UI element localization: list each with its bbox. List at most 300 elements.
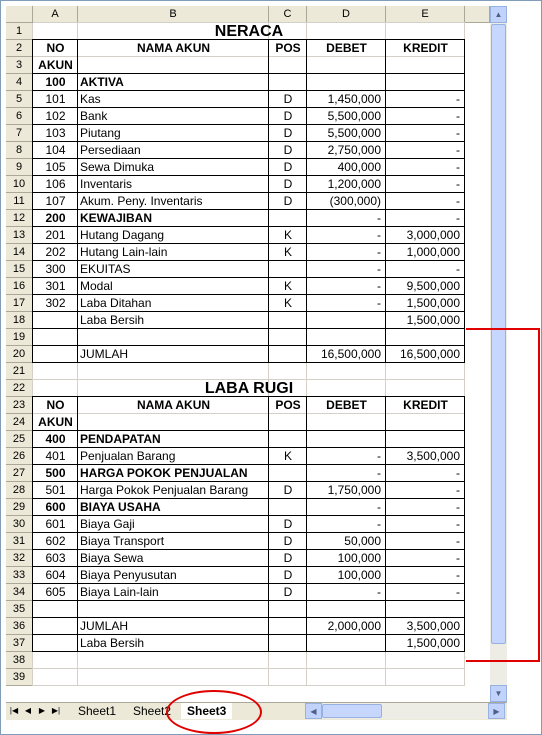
cell-nama-akun[interactable]: Harga Pokok Penjualan Barang xyxy=(80,483,249,497)
row-header-20[interactable]: 20 xyxy=(6,346,33,363)
cell-kredit[interactable]: - xyxy=(456,262,460,276)
cell-pos[interactable]: D xyxy=(283,143,293,157)
row-header-27[interactable]: 27 xyxy=(6,465,33,482)
cell-border xyxy=(268,311,307,329)
neraca-title[interactable]: NERACA xyxy=(214,23,284,40)
cell-border xyxy=(385,107,465,125)
cell-no[interactable]: 602 xyxy=(45,534,66,548)
cell-debet[interactable]: - xyxy=(377,449,381,463)
cell-border xyxy=(385,515,465,533)
cell-debet[interactable]: - xyxy=(377,279,381,293)
cell-pos[interactable]: K xyxy=(283,449,292,463)
cell-nama-akun[interactable]: Sewa Dimuka xyxy=(80,160,155,174)
header-akun[interactable]: AKUN xyxy=(38,58,73,72)
cell-nama-akun[interactable]: Biaya Transport xyxy=(80,534,165,548)
cell-debet[interactable]: - xyxy=(377,296,381,310)
cell-debet[interactable]: - xyxy=(377,228,381,242)
cell-no[interactable]: 604 xyxy=(45,568,66,582)
cell-debet[interactable]: 1,750,000 xyxy=(327,483,381,497)
cell-border xyxy=(268,141,307,159)
cell-border xyxy=(77,498,269,516)
cell-border xyxy=(77,90,269,108)
cell-border xyxy=(32,515,78,533)
row-header-39[interactable]: 39 xyxy=(6,669,33,686)
row-header-29[interactable]: 29 xyxy=(6,499,33,516)
cell-no[interactable]: 603 xyxy=(45,551,66,565)
header-no[interactable]: NO xyxy=(46,41,65,55)
row-header-36[interactable]: 36 xyxy=(6,618,33,635)
header-no[interactable]: NO xyxy=(46,398,65,412)
header-debet[interactable]: DEBET xyxy=(326,398,367,412)
cell-border xyxy=(77,226,269,244)
cell-border xyxy=(268,124,307,142)
cell-no[interactable]: 100 xyxy=(45,75,66,89)
row-header-18[interactable]: 18 xyxy=(6,312,33,329)
cell-nama-akun[interactable]: Biaya Gaji xyxy=(80,517,135,531)
cell-border xyxy=(77,260,269,278)
cell-kredit[interactable]: 1,500,000 xyxy=(406,296,460,310)
cell-border xyxy=(306,311,386,329)
cell-no[interactable]: 106 xyxy=(45,177,66,191)
scroll-left-icon[interactable]: ◀ xyxy=(305,703,322,719)
row-header-5[interactable]: 5 xyxy=(6,91,33,108)
cell-border xyxy=(32,549,78,567)
cell-border xyxy=(77,566,269,584)
row-header-9[interactable]: 9 xyxy=(6,159,33,176)
cell-border xyxy=(77,600,269,618)
cell-no[interactable]: 102 xyxy=(45,109,66,123)
cell-no[interactable]: 605 xyxy=(45,585,66,599)
cell-debet[interactable]: 100,000 xyxy=(337,551,381,565)
header-debet[interactable]: DEBET xyxy=(326,41,367,55)
cell-border xyxy=(77,328,269,346)
cell-nama-akun[interactable]: BIAYA USAHA xyxy=(80,500,161,514)
cell-border xyxy=(385,90,465,108)
cell-kredit[interactable]: 3,500,000 xyxy=(406,619,460,633)
cell-pos[interactable]: D xyxy=(283,534,293,548)
cell-border xyxy=(77,515,269,533)
cell-border xyxy=(77,481,269,499)
cell-debet[interactable]: 50,000 xyxy=(344,534,381,548)
cell-border xyxy=(385,583,465,601)
cell-kredit[interactable]: - xyxy=(456,92,460,106)
column-header-A[interactable]: A xyxy=(33,6,78,23)
cell-debet[interactable]: - xyxy=(377,245,381,259)
cell-border xyxy=(385,532,465,550)
header-border xyxy=(306,396,386,431)
cell-debet[interactable]: (300,000) xyxy=(329,194,381,208)
cell-nama-akun[interactable]: Modal xyxy=(80,279,113,293)
cell-pos[interactable]: D xyxy=(283,177,293,191)
cell-border xyxy=(77,311,269,329)
row-header-16[interactable]: 16 xyxy=(6,278,33,295)
cell-nama-akun[interactable]: Laba Bersih xyxy=(80,636,145,650)
horizontal-scroll-thumb[interactable] xyxy=(322,704,382,718)
cell-border xyxy=(268,481,307,499)
cell-kredit[interactable]: - xyxy=(456,126,460,140)
cell-border xyxy=(385,311,465,329)
cell-border xyxy=(268,532,307,550)
cell-border xyxy=(32,464,78,482)
cell-border xyxy=(268,328,307,346)
annotation-ellipse xyxy=(166,690,262,734)
cell-nama-akun[interactable]: PENDAPATAN xyxy=(80,432,161,446)
row-header-24[interactable]: 24 xyxy=(6,414,33,431)
cell-pos[interactable]: D xyxy=(283,551,293,565)
cell-pos[interactable]: D xyxy=(283,194,293,208)
labarugi-title[interactable]: LABA RUGI xyxy=(204,380,294,397)
row-header-35[interactable]: 35 xyxy=(6,601,33,618)
row-header-26[interactable]: 26 xyxy=(6,448,33,465)
cell-nama-akun[interactable]: JUMLAH xyxy=(80,619,129,633)
cell-debet[interactable]: 1,200,000 xyxy=(327,177,381,191)
cell-border xyxy=(77,192,269,210)
header-akun[interactable]: AKUN xyxy=(38,415,73,429)
header-nama-akun[interactable]: NAMA AKUN xyxy=(136,41,211,55)
cell-border xyxy=(268,447,307,465)
cell-border xyxy=(77,345,269,363)
cell-kredit[interactable]: 1,000,000 xyxy=(406,245,460,259)
cell-no[interactable]: 101 xyxy=(45,92,66,106)
cell-kredit[interactable]: - xyxy=(456,534,460,548)
row-header-3[interactable]: 3 xyxy=(6,57,33,74)
cell-border xyxy=(32,192,78,210)
cell-kredit[interactable]: - xyxy=(456,211,460,225)
cell-border xyxy=(306,209,386,227)
cell-kredit[interactable]: - xyxy=(456,466,460,480)
first-sheet-icon[interactable]: |◀ xyxy=(9,706,19,715)
cell-border xyxy=(306,481,386,499)
cell-nama-akun[interactable]: Kas xyxy=(80,92,101,106)
cell-pos[interactable]: D xyxy=(283,92,293,106)
cell-nama-akun[interactable]: EKUITAS xyxy=(80,262,131,276)
cell-border xyxy=(385,617,465,635)
cell-border xyxy=(77,634,269,652)
header-border xyxy=(306,39,386,74)
cell-nama-akun[interactable]: Biaya Sewa xyxy=(80,551,144,565)
cell-border xyxy=(77,447,269,465)
row-header-31[interactable]: 31 xyxy=(6,533,33,550)
cell-pos[interactable]: D xyxy=(283,517,293,531)
row-header-23[interactable]: 23 xyxy=(6,397,33,414)
cell-border xyxy=(32,311,78,329)
cell-nama-akun[interactable]: Bank xyxy=(80,109,108,123)
cell-border xyxy=(385,277,465,295)
cell-pos[interactable]: D xyxy=(283,568,293,582)
header-border xyxy=(77,39,269,74)
cell-pos[interactable]: D xyxy=(283,126,293,140)
row-header-8[interactable]: 8 xyxy=(6,142,33,159)
next-sheet-icon[interactable]: ▶ xyxy=(38,706,46,715)
cell-border xyxy=(268,107,307,125)
cell-nama-akun[interactable]: Akum. Peny. Inventaris xyxy=(80,194,203,208)
cell-border xyxy=(268,192,307,210)
cell-border xyxy=(385,209,465,227)
row-header-14[interactable]: 14 xyxy=(6,244,33,261)
cell-border xyxy=(306,328,386,346)
cell-border xyxy=(306,158,386,176)
row-header-11[interactable]: 11 xyxy=(6,193,33,210)
sheet-tab-2[interactable]: Sheet2 xyxy=(133,704,172,718)
cell-border xyxy=(32,634,78,652)
cell-border xyxy=(306,430,386,448)
cell-no[interactable]: 201 xyxy=(45,228,66,242)
cell-debet[interactable]: 16,500,000 xyxy=(320,347,381,361)
cell-debet[interactable]: 100,000 xyxy=(337,568,381,582)
header-nama-akun[interactable]: NAMA AKUN xyxy=(136,398,211,412)
cell-pos[interactable]: D xyxy=(283,160,293,174)
cell-border xyxy=(385,634,465,652)
cell-border xyxy=(268,345,307,363)
cell-border xyxy=(268,430,307,448)
cell-pos[interactable]: K xyxy=(283,279,292,293)
cell-border xyxy=(306,243,386,261)
header-pos[interactable]: POS xyxy=(275,398,301,412)
cell-no[interactable]: 501 xyxy=(45,483,66,497)
header-kredit[interactable]: KREDIT xyxy=(403,41,448,55)
cell-border xyxy=(306,260,386,278)
cell-no[interactable]: 302 xyxy=(45,296,66,310)
cell-border xyxy=(385,124,465,142)
cell-debet[interactable]: 5,500,000 xyxy=(327,109,381,123)
gridline xyxy=(33,668,465,669)
cell-kredit[interactable]: - xyxy=(456,585,460,599)
sheet-tab-1[interactable]: Sheet1 xyxy=(78,704,117,718)
cell-pos[interactable]: K xyxy=(283,296,292,310)
vertical-scroll-thumb[interactable] xyxy=(491,24,506,644)
cell-border xyxy=(306,192,386,210)
cell-border xyxy=(385,481,465,499)
cell-no[interactable]: 107 xyxy=(45,194,66,208)
cell-border xyxy=(32,532,78,550)
header-border xyxy=(385,396,465,431)
cell-border xyxy=(32,328,78,346)
cell-debet[interactable]: 400,000 xyxy=(337,160,381,174)
cell-border xyxy=(268,600,307,618)
column-header-D[interactable]: D xyxy=(307,6,386,23)
cell-kredit[interactable]: 3,500,000 xyxy=(406,449,460,463)
cell-no[interactable]: 104 xyxy=(45,143,66,157)
cell-kredit[interactable]: - xyxy=(456,483,460,497)
cell-border xyxy=(77,243,269,261)
cell-debet[interactable]: 2,000,000 xyxy=(327,619,381,633)
cell-pos[interactable]: K xyxy=(283,228,292,242)
cell-border xyxy=(32,430,78,448)
row-header-25[interactable]: 25 xyxy=(6,431,33,448)
cell-kredit[interactable]: - xyxy=(456,551,460,565)
cell-border xyxy=(77,141,269,159)
cell-kredit[interactable]: - xyxy=(456,177,460,191)
cell-kredit[interactable]: - xyxy=(456,109,460,123)
prev-sheet-icon[interactable]: ◀ xyxy=(24,706,32,715)
row-header-6[interactable]: 6 xyxy=(6,108,33,125)
cell-border xyxy=(268,294,307,312)
cell-debet[interactable]: - xyxy=(377,517,381,531)
row-header-10[interactable]: 10 xyxy=(6,176,33,193)
select-all-corner[interactable] xyxy=(6,6,33,23)
row-header-33[interactable]: 33 xyxy=(6,567,33,584)
row-header-4[interactable]: 4 xyxy=(6,74,33,91)
cell-border xyxy=(306,226,386,244)
cell-border xyxy=(32,260,78,278)
cell-border xyxy=(306,498,386,516)
cell-border xyxy=(385,464,465,482)
cell-border xyxy=(32,566,78,584)
cell-no[interactable]: 103 xyxy=(45,126,66,140)
cell-debet[interactable]: - xyxy=(377,585,381,599)
cell-kredit[interactable]: 9,500,000 xyxy=(406,279,460,293)
cell-nama-akun[interactable]: Biaya Lain-lain xyxy=(80,585,159,599)
row-header-38[interactable]: 38 xyxy=(6,652,33,669)
cell-border xyxy=(268,583,307,601)
cell-no[interactable]: 105 xyxy=(45,160,66,174)
header-pos[interactable]: POS xyxy=(275,41,301,55)
row-header-17[interactable]: 17 xyxy=(6,295,33,312)
cell-no[interactable]: 300 xyxy=(45,262,66,276)
cell-kredit[interactable]: - xyxy=(456,517,460,531)
cell-nama-akun[interactable]: KEWAJIBAN xyxy=(80,211,153,225)
cell-kredit[interactable]: 1,500,000 xyxy=(406,636,460,650)
row-header-2[interactable]: 2 xyxy=(6,40,33,57)
cell-nama-akun[interactable]: Hutang Lain-lain xyxy=(80,245,168,259)
column-header-E[interactable]: E xyxy=(386,6,465,23)
cell-pos[interactable]: D xyxy=(283,585,293,599)
row-header-12[interactable]: 12 xyxy=(6,210,33,227)
cell-border xyxy=(268,549,307,567)
cell-border xyxy=(77,158,269,176)
cell-border xyxy=(32,73,78,91)
cell-debet[interactable]: - xyxy=(377,262,381,276)
row-header-13[interactable]: 13 xyxy=(6,227,33,244)
cell-border xyxy=(385,430,465,448)
cell-border xyxy=(306,464,386,482)
cell-debet[interactable]: 5,500,000 xyxy=(327,126,381,140)
cell-no[interactable]: 401 xyxy=(45,449,66,463)
cell-border xyxy=(77,617,269,635)
cell-border xyxy=(306,73,386,91)
cell-pos[interactable]: D xyxy=(283,483,293,497)
column-header-C[interactable]: C xyxy=(269,6,307,23)
row-header-7[interactable]: 7 xyxy=(6,125,33,142)
cell-no[interactable]: 200 xyxy=(45,211,66,225)
cell-border xyxy=(32,481,78,499)
gridline xyxy=(33,685,465,686)
cell-debet[interactable]: 2,750,000 xyxy=(327,143,381,157)
cell-border xyxy=(268,73,307,91)
cell-debet[interactable]: - xyxy=(377,500,381,514)
cell-no[interactable]: 202 xyxy=(45,245,66,259)
row-header-34[interactable]: 34 xyxy=(6,584,33,601)
cell-border xyxy=(32,345,78,363)
cell-debet[interactable]: - xyxy=(377,466,381,480)
cell-border xyxy=(77,209,269,227)
cell-nama-akun[interactable]: HARGA POKOK PENJUALAN xyxy=(80,466,248,480)
row-header-1[interactable]: 1 xyxy=(6,23,33,40)
cell-no[interactable]: 500 xyxy=(45,466,66,480)
cell-pos[interactable]: D xyxy=(283,109,293,123)
cell-kredit[interactable]: - xyxy=(456,160,460,174)
row-header-30[interactable]: 30 xyxy=(6,516,33,533)
row-header-22[interactable]: 22 xyxy=(6,380,33,397)
cell-border xyxy=(32,226,78,244)
cell-border xyxy=(32,90,78,108)
cell-border xyxy=(32,447,78,465)
cell-nama-akun[interactable]: Hutang Dagang xyxy=(80,228,165,242)
cell-border xyxy=(268,515,307,533)
cell-border xyxy=(306,107,386,125)
header-border xyxy=(32,396,78,431)
cell-border xyxy=(385,345,465,363)
cell-border xyxy=(77,549,269,567)
cell-debet[interactable]: - xyxy=(377,211,381,225)
scroll-up-icon[interactable]: ▲ xyxy=(490,6,507,23)
cell-border xyxy=(385,141,465,159)
scroll-down-icon[interactable]: ▼ xyxy=(490,685,507,702)
cell-no[interactable]: 601 xyxy=(45,517,66,531)
row-header-37[interactable]: 37 xyxy=(6,635,33,652)
cell-nama-akun[interactable]: Biaya Penyusutan xyxy=(80,568,177,582)
cell-border xyxy=(32,107,78,125)
cell-border xyxy=(77,124,269,142)
cell-debet[interactable]: 1,450,000 xyxy=(327,92,381,106)
header-kredit[interactable]: KREDIT xyxy=(403,398,448,412)
cell-no[interactable]: 600 xyxy=(45,500,66,514)
row-header-28[interactable]: 28 xyxy=(6,482,33,499)
cell-nama-akun[interactable]: JUMLAH xyxy=(80,347,129,361)
cell-kredit[interactable]: - xyxy=(456,194,460,208)
column-header-B[interactable]: B xyxy=(78,6,269,23)
cell-nama-akun[interactable]: Penjualan Barang xyxy=(80,449,176,463)
cell-nama-akun[interactable]: AKTIVA xyxy=(80,75,124,89)
row-header-21[interactable]: 21 xyxy=(6,363,33,380)
header-border xyxy=(77,396,269,431)
cell-kredit[interactable]: 16,500,000 xyxy=(399,347,460,361)
cell-kredit[interactable]: 1,500,000 xyxy=(406,313,460,327)
cell-border xyxy=(306,277,386,295)
scroll-right-icon[interactable]: ▶ xyxy=(488,703,505,719)
cell-pos[interactable]: K xyxy=(283,245,292,259)
cell-kredit[interactable]: - xyxy=(456,143,460,157)
sheet-tab-3[interactable]: Sheet3 xyxy=(181,703,232,719)
annotation-line-vertical xyxy=(538,328,540,662)
cell-border xyxy=(32,158,78,176)
cell-border xyxy=(268,464,307,482)
last-sheet-icon[interactable]: ▶| xyxy=(51,706,61,715)
cell-border xyxy=(306,90,386,108)
cell-no[interactable]: 400 xyxy=(45,432,66,446)
cell-kredit[interactable]: - xyxy=(456,500,460,514)
cell-nama-akun[interactable]: Persediaan xyxy=(80,143,141,157)
cell-nama-akun[interactable]: Piutang xyxy=(80,126,121,140)
cell-border xyxy=(385,566,465,584)
cell-border xyxy=(385,549,465,567)
cell-border xyxy=(385,294,465,312)
cell-border xyxy=(385,243,465,261)
cell-border xyxy=(32,617,78,635)
cell-kredit[interactable]: - xyxy=(456,568,460,582)
row-header-32[interactable]: 32 xyxy=(6,550,33,567)
row-header-19[interactable]: 19 xyxy=(6,329,33,346)
row-header-15[interactable]: 15 xyxy=(6,261,33,278)
cell-no[interactable]: 301 xyxy=(45,279,66,293)
cell-border xyxy=(385,260,465,278)
cell-border xyxy=(32,277,78,295)
cell-nama-akun[interactable]: Inventaris xyxy=(80,177,133,191)
cell-nama-akun[interactable]: Laba Ditahan xyxy=(80,296,152,310)
cell-nama-akun[interactable]: Laba Bersih xyxy=(80,313,145,327)
cell-border xyxy=(385,175,465,193)
cell-kredit[interactable]: 3,000,000 xyxy=(406,228,460,242)
